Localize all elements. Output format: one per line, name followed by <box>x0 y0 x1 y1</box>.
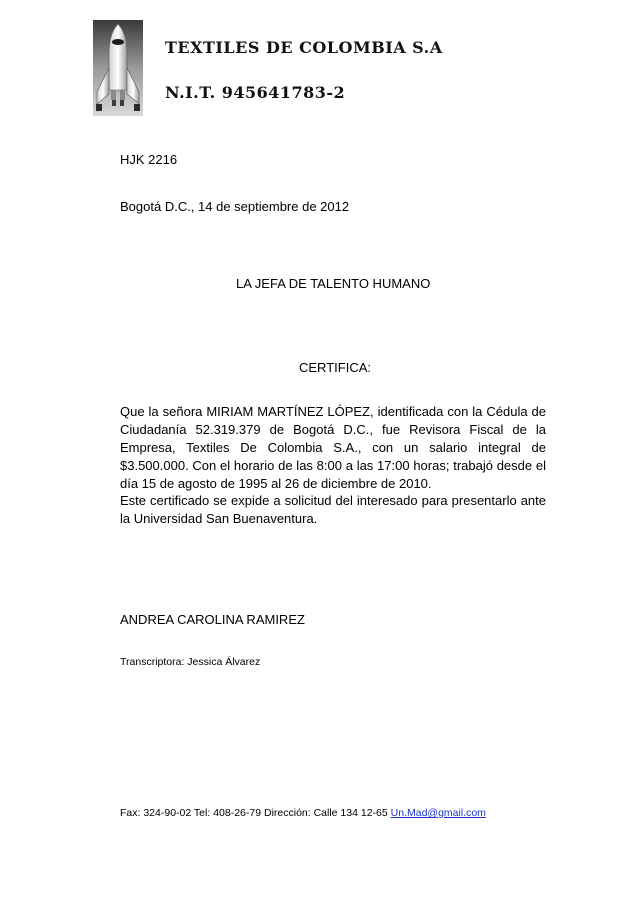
company-nit: N.I.T. 945641783-2 <box>165 83 346 102</box>
signer-name: ANDREA CAROLINA RAMIREZ <box>120 612 305 627</box>
signer-title: LA JEFA DE TALENTO HUMANO <box>236 276 431 291</box>
certification-paragraph: Que la señora MIRIAM MARTÍNEZ LÓPEZ, identificada con la Cédula de Ciudadanía 52.319.379 de Bogotá D.C., fue Revisora Fiscal de la Empresa, Textiles De Colombia S.A., con un salario integral de $3.500.000. Con el horario de las 8:00 a las 17:00 horas; trabajó desde el día 15 de agosto de 1995 al 26 de diciembre de 2010. <box>120 404 546 491</box>
company-name: TEXTILES DE COLOMBIA S.A <box>165 38 443 57</box>
reference-code: HJK 2216 <box>120 152 178 167</box>
footer-email-link[interactable]: Un.Mad@gmail.com <box>390 807 486 819</box>
transcriber-note: Transcriptora: Jessica Álvarez <box>120 656 261 668</box>
certifies-heading: CERTIFICA: <box>299 360 371 375</box>
purpose-paragraph: Este certificado se expide a solicitud del interesado para presentarlo ante la Universidad San Buenaventura. <box>120 493 546 526</box>
footer-contact-text: Fax: 324-90-02 Tel: 408-26-79 Dirección: Calle 134 12-65 <box>120 807 388 819</box>
rocket-icon <box>93 20 143 116</box>
footer-contact <box>120 806 486 820</box>
place-date: Bogotá D.C., 14 de septiembre de 2012 <box>120 199 350 214</box>
